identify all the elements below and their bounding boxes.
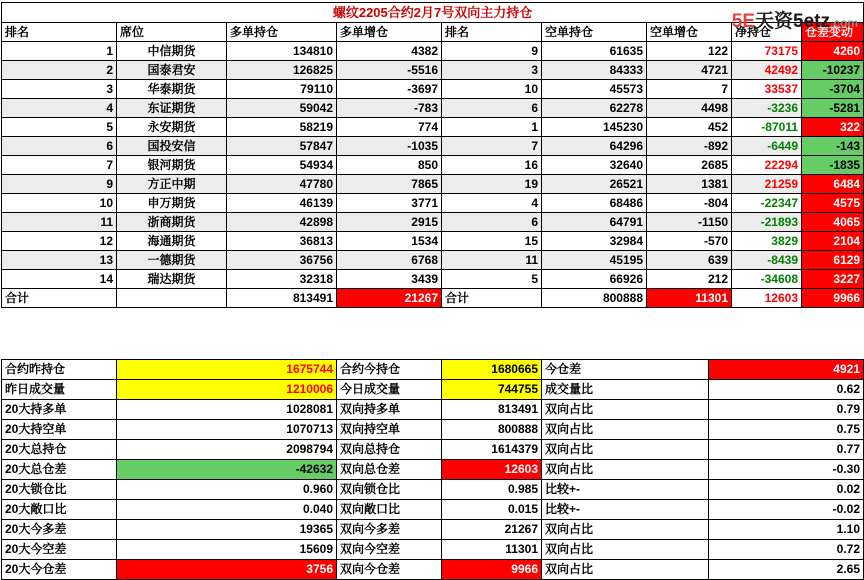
- cell-rank2: 7: [442, 137, 542, 156]
- cell-short: 62278: [542, 99, 647, 118]
- summary-label-3: 成交量比: [542, 380, 709, 400]
- watermark: [732, 6, 858, 33]
- cell-net: 73175: [732, 42, 802, 61]
- summary-label-3: 双向占比: [542, 460, 709, 480]
- summary-value-2: 800888: [442, 420, 542, 440]
- summary-row: [2, 440, 864, 460]
- cell-seat: 申万期货: [117, 194, 227, 213]
- table-row: [2, 232, 864, 251]
- cell-short-change: 452: [647, 118, 732, 137]
- cell-long-change: 3439: [337, 270, 442, 289]
- cell-short-change: 122: [647, 42, 732, 61]
- cell-net: -3236: [732, 99, 802, 118]
- table-row: [2, 156, 864, 175]
- cell-rank1: 5: [2, 118, 117, 137]
- table-row: [2, 137, 864, 156]
- page-title: 螺纹2205合约2月7号双向主力持仓: [2, 3, 864, 23]
- header-rank2: 排名: [442, 23, 542, 42]
- cell-net: -6449: [732, 137, 802, 156]
- cell-short-change: 4721: [647, 61, 732, 80]
- cell-seat: 东证期货: [117, 99, 227, 118]
- summary-row: [2, 480, 864, 500]
- total-net: 12603: [732, 289, 802, 308]
- summary-label-1: 20大敞口比: [2, 500, 117, 520]
- cell-short: 66926: [542, 270, 647, 289]
- cell-rank2: 6: [442, 213, 542, 232]
- summary-row: [2, 360, 864, 380]
- summary-value-2: 1680665: [442, 360, 542, 380]
- summary-label-2: 双向敞口比: [337, 500, 442, 520]
- cell-short: 145230: [542, 118, 647, 137]
- cell-long: 47780: [227, 175, 337, 194]
- table-row: [2, 61, 864, 80]
- summary-label-1: 20大持空单: [2, 420, 117, 440]
- cell-long: 46139: [227, 194, 337, 213]
- summary-label-2: 双向今多差: [337, 520, 442, 540]
- total-seat: [117, 289, 227, 308]
- summary-value-3: 0.77: [709, 440, 864, 460]
- summary-label-1: 20大今多差: [2, 520, 117, 540]
- summary-value-2: 9966: [442, 560, 542, 580]
- summary-label-1: 20大锁仓比: [2, 480, 117, 500]
- cell-seat: 方正中期: [117, 175, 227, 194]
- cell-net-change: 4575: [802, 194, 864, 213]
- summary-value-1: -42632: [117, 460, 337, 480]
- total-short: 800888: [542, 289, 647, 308]
- summary-label-3: 比较+-: [542, 480, 709, 500]
- cell-long: 32318: [227, 270, 337, 289]
- cell-short: 68486: [542, 194, 647, 213]
- cell-net: 22294: [732, 156, 802, 175]
- cell-short: 61635: [542, 42, 647, 61]
- summary-value-3: 0.02: [709, 480, 864, 500]
- table-row: [2, 80, 864, 99]
- summary-value-1: 3756: [117, 560, 337, 580]
- summary-label-3: 双向占比: [542, 440, 709, 460]
- summary-label-2: 双向总持仓: [337, 440, 442, 460]
- cell-net: 33537: [732, 80, 802, 99]
- cell-long-change: -1035: [337, 137, 442, 156]
- header-long: 多单持仓: [227, 23, 337, 42]
- cell-long: 42898: [227, 213, 337, 232]
- header-short-change: 空单增仓: [647, 23, 732, 42]
- cell-rank2: 5: [442, 270, 542, 289]
- cell-long: 36756: [227, 251, 337, 270]
- summary-label-1: 昨日成交量: [2, 380, 117, 400]
- cell-long-change: 7865: [337, 175, 442, 194]
- cell-rank1: 11: [2, 213, 117, 232]
- header-net: 净持仓: [732, 23, 802, 42]
- summary-label-2: 合约今持仓: [337, 360, 442, 380]
- cell-rank2: 19: [442, 175, 542, 194]
- table-row: [2, 213, 864, 232]
- summary-label-2: 双向今仓差: [337, 560, 442, 580]
- cell-long-change: 1534: [337, 232, 442, 251]
- cell-short-change: -892: [647, 137, 732, 156]
- cell-rank2: 1: [442, 118, 542, 137]
- cell-seat: 一德期货: [117, 251, 227, 270]
- cell-net: -87011: [732, 118, 802, 137]
- cell-long-change: 2915: [337, 213, 442, 232]
- summary-label-3: 双向占比: [542, 420, 709, 440]
- summary-value-3: 2.65: [709, 560, 864, 580]
- cell-rank1: 7: [2, 156, 117, 175]
- cell-long-change: 850: [337, 156, 442, 175]
- summary-label-3: 比较+-: [542, 500, 709, 520]
- cell-rank1: 4: [2, 99, 117, 118]
- summary-table: [1, 359, 864, 580]
- cell-long-change: 4382: [337, 42, 442, 61]
- cell-short: 32984: [542, 232, 647, 251]
- cell-short-change: 639: [647, 251, 732, 270]
- cell-short-change: -570: [647, 232, 732, 251]
- total-short-change: 11301: [647, 289, 732, 308]
- cell-seat: 华泰期货: [117, 80, 227, 99]
- cell-rank1: 10: [2, 194, 117, 213]
- cell-seat: 海通期货: [117, 232, 227, 251]
- summary-label-2: 今日成交量: [337, 380, 442, 400]
- summary-row: [2, 380, 864, 400]
- summary-label-1: 20大总仓差: [2, 460, 117, 480]
- cell-net: -34608: [732, 270, 802, 289]
- cell-rank2: 9: [442, 42, 542, 61]
- cell-short-change: 212: [647, 270, 732, 289]
- summary-value-1: 1028081: [117, 400, 337, 420]
- table-row: [2, 175, 864, 194]
- cell-seat: 浙商期货: [117, 213, 227, 232]
- cell-short-change: -1150: [647, 213, 732, 232]
- summary-row: [2, 420, 864, 440]
- summary-label-3: 双向占比: [542, 560, 709, 580]
- total-row: [2, 289, 864, 308]
- cell-short: 64791: [542, 213, 647, 232]
- summary-label-1: 20大总持仓: [2, 440, 117, 460]
- summary-value-1: 1210006: [117, 380, 337, 400]
- summary-value-1: 0.960: [117, 480, 337, 500]
- summary-row: [2, 460, 864, 480]
- cell-net-change: -143: [802, 137, 864, 156]
- summary-value-1: 1070713: [117, 420, 337, 440]
- cell-net: -8439: [732, 251, 802, 270]
- summary-label-2: 双向锁仓比: [337, 480, 442, 500]
- summary-row: [2, 400, 864, 420]
- cell-short-change: -804: [647, 194, 732, 213]
- total-label-left: 合计: [2, 289, 117, 308]
- cell-rank1: 9: [2, 175, 117, 194]
- header-long-change: 多单增仓: [337, 23, 442, 42]
- table-row: [2, 42, 864, 61]
- summary-value-2: 11301: [442, 540, 542, 560]
- cell-seat: 瑞达期货: [117, 270, 227, 289]
- summary-value-2: 0.985: [442, 480, 542, 500]
- cell-short-change: 7: [647, 80, 732, 99]
- summary-value-3: 4921: [709, 360, 864, 380]
- cell-long: 54934: [227, 156, 337, 175]
- table-row: [2, 251, 864, 270]
- cell-rank1: 6: [2, 137, 117, 156]
- cell-net-change: -1835: [802, 156, 864, 175]
- summary-label-3: 双向占比: [542, 540, 709, 560]
- cell-long-change: 3771: [337, 194, 442, 213]
- summary-value-1: 2098794: [117, 440, 337, 460]
- cell-short-change: 1381: [647, 175, 732, 194]
- summary-body: [2, 360, 864, 580]
- cell-long-change: -3697: [337, 80, 442, 99]
- cell-long: 57847: [227, 137, 337, 156]
- summary-value-3: 0.75: [709, 420, 864, 440]
- summary-label-2: 双向总仓差: [337, 460, 442, 480]
- cell-short: 45573: [542, 80, 647, 99]
- summary-label-1: 合约昨持仓: [2, 360, 117, 380]
- total-long-change: 21267: [337, 289, 442, 308]
- cell-net-change: 4065: [802, 213, 864, 232]
- cell-short-change: 4498: [647, 99, 732, 118]
- cell-seat: 国投安信: [117, 137, 227, 156]
- cell-long: 126825: [227, 61, 337, 80]
- summary-label-3: 今仓差: [542, 360, 709, 380]
- summary-row: [2, 520, 864, 540]
- cell-net-change: 6484: [802, 175, 864, 194]
- summary-value-2: 813491: [442, 400, 542, 420]
- cell-net-change: 322: [802, 118, 864, 137]
- summary-value-3: -0.30: [709, 460, 864, 480]
- summary-value-3: 0.62: [709, 380, 864, 400]
- cell-short: 84333: [542, 61, 647, 80]
- watermark-part1: 5E: [731, 11, 756, 32]
- summary-value-2: 0.015: [442, 500, 542, 520]
- summary-value-3: -0.02: [709, 500, 864, 520]
- cell-net-change: 6129: [802, 251, 864, 270]
- cell-long: 134810: [227, 42, 337, 61]
- summary-label-3: 双向占比: [542, 520, 709, 540]
- cell-long-change: -783: [337, 99, 442, 118]
- cell-net-change: -3704: [802, 80, 864, 99]
- total-net-change: 9966: [802, 289, 864, 308]
- header-net-change: 仓差变动: [802, 23, 864, 42]
- watermark-part3: .com: [829, 16, 858, 30]
- cell-seat: 银河期货: [117, 156, 227, 175]
- cell-short-change: 2685: [647, 156, 732, 175]
- cell-long-change: 774: [337, 118, 442, 137]
- cell-long: 36813: [227, 232, 337, 251]
- table-row: [2, 118, 864, 137]
- cell-net: 3829: [732, 232, 802, 251]
- summary-value-2: 1614379: [442, 440, 542, 460]
- summary-label-2: 双向今空差: [337, 540, 442, 560]
- table-row: [2, 270, 864, 289]
- cell-rank1: 2: [2, 61, 117, 80]
- cell-rank1: 12: [2, 232, 117, 251]
- cell-rank2: 16: [442, 156, 542, 175]
- cell-rank1: 3: [2, 80, 117, 99]
- cell-long: 79110: [227, 80, 337, 99]
- summary-value-1: 15609: [117, 540, 337, 560]
- cell-net: 21259: [732, 175, 802, 194]
- cell-rank2: 10: [442, 80, 542, 99]
- summary-label-2: 双向持多单: [337, 400, 442, 420]
- cell-long: 59042: [227, 99, 337, 118]
- watermark-part2: 天资5etz: [755, 11, 830, 32]
- summary-row: [2, 540, 864, 560]
- cell-net-change: 4260: [802, 42, 864, 61]
- header-short: 空单持仓: [542, 23, 647, 42]
- total-long: 813491: [227, 289, 337, 308]
- cell-net-change: 3227: [802, 270, 864, 289]
- cell-short: 45195: [542, 251, 647, 270]
- cell-net-change: 2104: [802, 232, 864, 251]
- summary-value-1: 0.040: [117, 500, 337, 520]
- summary-value-1: 19365: [117, 520, 337, 540]
- cell-seat: 国泰君安: [117, 61, 227, 80]
- cell-rank1: 14: [2, 270, 117, 289]
- summary-value-2: 21267: [442, 520, 542, 540]
- summary-value-3: 0.79: [709, 400, 864, 420]
- summary-label-2: 双向持空单: [337, 420, 442, 440]
- cell-rank2: 11: [442, 251, 542, 270]
- table-body: [2, 42, 864, 289]
- cell-rank2: 15: [442, 232, 542, 251]
- cell-rank2: 3: [442, 61, 542, 80]
- cell-short: 64296: [542, 137, 647, 156]
- cell-short: 32640: [542, 156, 647, 175]
- cell-net-change: -5281: [802, 99, 864, 118]
- main-holdings-table: [1, 2, 864, 308]
- summary-value-1: 1675744: [117, 360, 337, 380]
- cell-net: -21893: [732, 213, 802, 232]
- summary-label-1: 20大今空差: [2, 540, 117, 560]
- total-label-right: 合计: [442, 289, 542, 308]
- cell-net: -22347: [732, 194, 802, 213]
- cell-rank2: 4: [442, 194, 542, 213]
- summary-row: [2, 560, 864, 580]
- table-row: [2, 99, 864, 118]
- cell-long: 58219: [227, 118, 337, 137]
- summary-value-3: 1.10: [709, 520, 864, 540]
- summary-value-2: 744755: [442, 380, 542, 400]
- cell-net: 42492: [732, 61, 802, 80]
- table-row: [2, 194, 864, 213]
- header-seat: 席位: [117, 23, 227, 42]
- summary-value-2: 12603: [442, 460, 542, 480]
- cell-rank1: 1: [2, 42, 117, 61]
- cell-seat: 永安期货: [117, 118, 227, 137]
- summary-value-3: 0.72: [709, 540, 864, 560]
- cell-long-change: -5516: [337, 61, 442, 80]
- summary-row: [2, 500, 864, 520]
- cell-rank1: 13: [2, 251, 117, 270]
- cell-net-change: -10237: [802, 61, 864, 80]
- cell-rank2: 6: [442, 99, 542, 118]
- cell-long-change: 6768: [337, 251, 442, 270]
- summary-label-3: 双向占比: [542, 400, 709, 420]
- summary-label-1: 20大持多单: [2, 400, 117, 420]
- cell-short: 26521: [542, 175, 647, 194]
- cell-seat: 中信期货: [117, 42, 227, 61]
- summary-label-1: 20大今仓差: [2, 560, 117, 580]
- header-rank1: 排名: [2, 23, 117, 42]
